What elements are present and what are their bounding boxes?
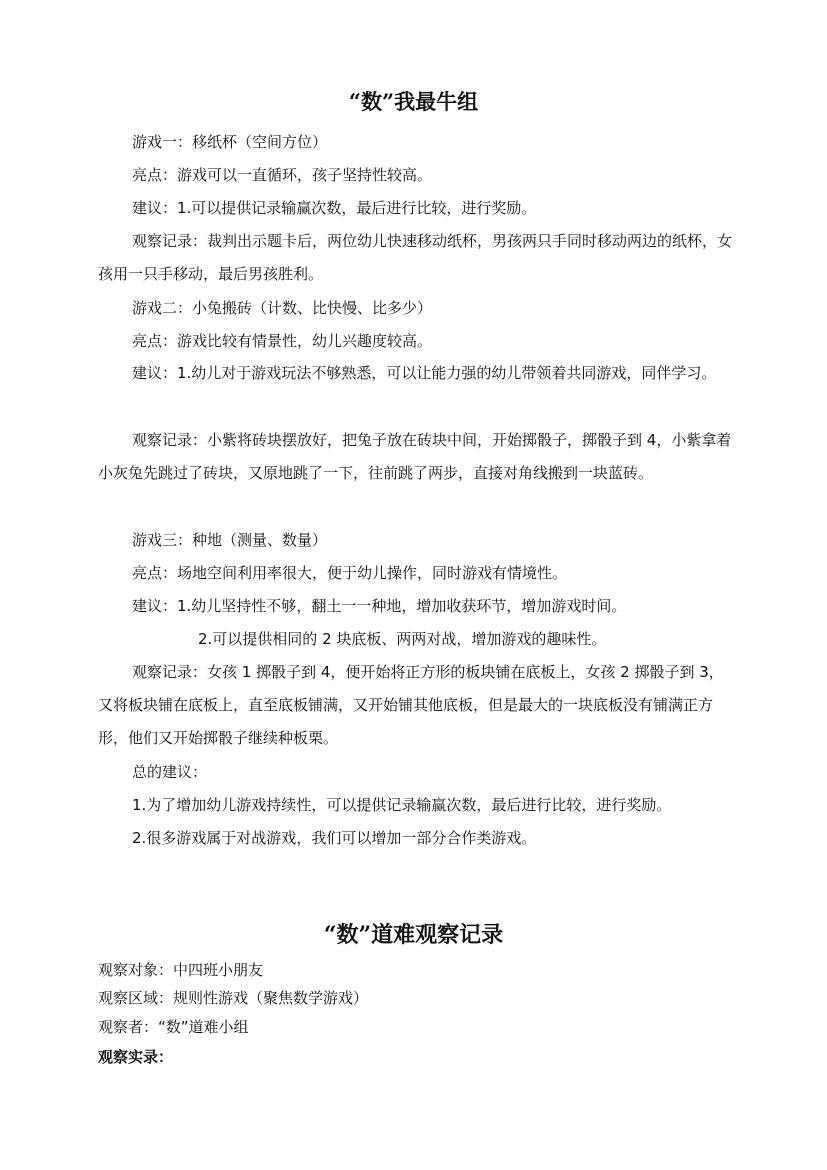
game1-name: 游戏一：移纸杯（空间方位） bbox=[132, 133, 328, 151]
game2-highlight: 亮点：游戏比较有情景性，幼儿兴趣度较高。 bbox=[132, 332, 433, 350]
game1-highlight: 亮点：游戏可以一直循环，孩子坚持性较高。 bbox=[132, 166, 433, 184]
observation-area: 观察区域：规则性游戏（聚焦数学游戏） bbox=[98, 989, 369, 1007]
record-heading: 观察实录： bbox=[98, 1048, 174, 1066]
game3-name: 游戏三：种地（测量、数量） bbox=[132, 531, 328, 549]
game2-observation: 观察记录：小紫将砖块摆放好，把兔子放在砖块中间，开始掷骰子，掷骰子到 4，小紫拿着小灰兔先跳过了砖块，又原地跳了一下，往前跳了两步，直接对角线搬到一块蓝砖。 bbox=[98, 431, 732, 482]
summary-item-2: 2.很多游戏属于对战游戏，我们可以增加一部分合作类游戏。 bbox=[132, 829, 537, 847]
game1-observation: 观察记录：裁判出示题卡后，两位幼儿快速移动纸杯，男孩两只手同时移动两边的纸杯，女孩用一只手移动，最后男孩胜利。 bbox=[98, 232, 733, 283]
game2-suggestion: 建议：1.幼儿对于游戏玩法不够熟悉，可以让能力强的幼儿带领着共同游戏，同伴学习。 bbox=[132, 364, 717, 382]
game2-name: 游戏二：小兔搬砖（计数、比快慢、比多少） bbox=[132, 299, 433, 317]
game3-suggestion-1: 建议：1.幼儿坚持性不够，翻土一一种地，增加收获环节，增加游戏时间。 bbox=[132, 597, 627, 615]
game1-suggestion: 建议：1.可以提供记录输赢次数，最后进行比较，进行奖励。 bbox=[132, 199, 537, 217]
game3-observation: 观察记录：女孩 1 掷骰子到 4，便开始将正方形的板块铺在底板上，女孩 2 掷骰子到 3，又将板块铺在底板上，直至底板铺满，又开始铺其他底板，但是最大的一块底板没有铺满正方形，他们又开始掷骰子继续种板栗。 bbox=[98, 663, 724, 747]
observer: 观察者：“数”道难小组 bbox=[98, 1018, 249, 1036]
summary-heading: 总的建议： bbox=[132, 763, 208, 781]
observation-object: 观察对象：中四班小朋友 bbox=[98, 961, 264, 979]
game3-suggestion-2: 2.可以提供相同的 2 块底板、两两对战，增加游戏的趣味性。 bbox=[198, 630, 607, 648]
page-title-2: “数”道难观察记录 bbox=[323, 922, 504, 948]
page-title-1: “数”我最牛组 bbox=[348, 89, 479, 114]
game3-highlight: 亮点：场地空间利用率很大，便于幼儿操作，同时游戏有情境性。 bbox=[132, 564, 568, 582]
summary-item-1: 1.为了增加幼儿游戏持续性，可以提供记录输赢次数，最后进行比较，进行奖励。 bbox=[132, 796, 672, 814]
